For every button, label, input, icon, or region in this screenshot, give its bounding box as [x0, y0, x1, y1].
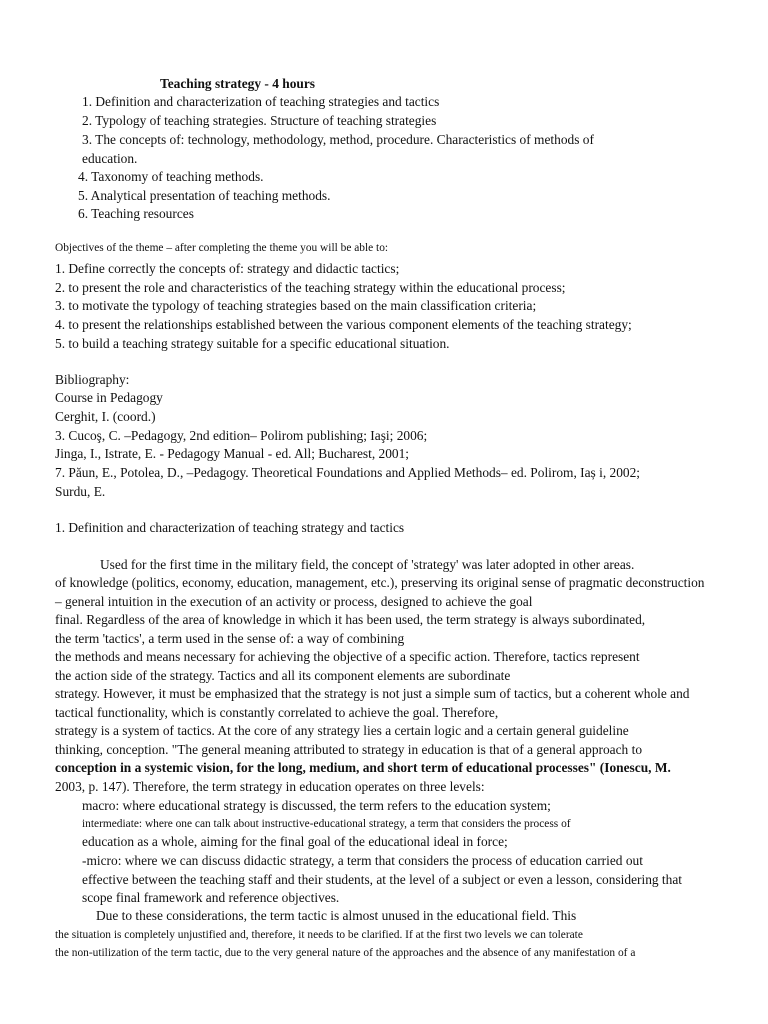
objective-item: 2. to present the role and characteristics of the teaching strategy within the educational process; [55, 280, 566, 295]
section-heading: 1. Definition and characterization of teaching strategy and tactics [55, 520, 405, 535]
bibliography-item: Surdu, E. [55, 484, 106, 499]
document-title: Teaching strategy - 4 hours [160, 76, 315, 91]
body-line-level: -micro: where we can discuss didactic strategy, a term that considers the process of education carried out [82, 853, 643, 868]
bibliography-item: Jinga, I., Istrate, E. - Pedagogy Manual - ed. All; Bucharest, 2001; [55, 446, 410, 461]
body-line: Due to these considerations, the term tactic is almost unused in the educational field. This [96, 908, 577, 923]
body-line: thinking, conception. "The general meaning attributed to strategy in education is that of a general approach to [55, 742, 643, 757]
body-line: the situation is completely unjustified and, therefore, it needs to be clarified. If at the first two levels we can tolerate [55, 929, 583, 941]
body-line: final. Regardless of the area of knowledge in which it has been used, the term strategy is always subordinated, [55, 612, 646, 627]
body-line: the action side of the strategy. Tactics and all its component elements are subordinate [55, 668, 511, 683]
body-line: of knowledge (politics, economy, education, management, etc.), preserving its original sense of pragmatic deconstruction [55, 575, 705, 590]
topic-item: 4. Taxonomy of teaching methods. [78, 169, 264, 184]
body-line: strategy is a system of tactics. At the core of any strategy lies a certain logic and a certain general guideline [55, 723, 629, 738]
bibliography-item: Course in Pedagogy [55, 390, 163, 405]
body-line: the methods and means necessary for achieving the objective of a specific action. Therefore, tactics represent [55, 649, 640, 664]
topic-item-continuation: education. [82, 151, 138, 166]
topic-item: 1. Definition and characterization of teaching strategies and tactics [82, 94, 440, 109]
body-line: the term 'tactics', a term used in the sense of: a way of combining [55, 631, 405, 646]
topic-item: 5. Analytical presentation of teaching methods. [78, 188, 331, 203]
objectives-intro: Objectives of the theme – after completing the theme you will be able to: [55, 242, 389, 254]
body-line: tactical functionality, which is constantly correlated to achieve the goal. Therefore, [55, 705, 499, 720]
bibliography-item: 7. Păun, E., Potolea, D., –Pedagogy. Theoretical Foundations and Applied Methods– ed. Polirom, Iaș i, 2002; [55, 465, 641, 480]
body-line: the non-utilization of the term tactic, due to the very general nature of the approaches and the absence of any manifestation of a [55, 947, 636, 959]
objective-item: 5. to build a teaching strategy suitable for a specific educational situation. [55, 336, 450, 351]
body-line-level: macro: where educational strategy is discussed, the term refers to the education system; [82, 798, 551, 813]
bibliography-item: Cerghit, I. (coord.) [55, 409, 156, 424]
topic-item: 2. Typology of teaching strategies. Structure of teaching strategies [82, 113, 437, 128]
objective-item: 4. to present the relationships established between the various component elements of the teaching strategy; [55, 317, 632, 332]
body-line: strategy. However, it must be emphasized that the strategy is not just a simple sum of tactics, but a coherent whole and [55, 686, 690, 701]
topic-item: 3. The concepts of: technology, methodology, method, procedure. Characteristics of methods of [82, 132, 594, 147]
bibliography-heading: Bibliography: [55, 372, 130, 387]
body-line: Used for the first time in the military field, the concept of 'strategy' was later adopted in other areas. [100, 557, 635, 572]
body-line: – general intuition in the execution of an activity or process, designed to achieve the goal [55, 594, 533, 609]
topic-item: 6. Teaching resources [78, 206, 194, 221]
body-line-level: intermediate: where one can talk about instructive-educational strategy, a term that considers the process of [82, 818, 571, 830]
objective-item: 3. to motivate the typology of teaching strategies based on the main classification criteria; [55, 298, 537, 313]
bibliography-item: 3. Cucoş, C. –Pedagogy, 2nd edition– Polirom publishing; Iaşi; 2006; [55, 428, 428, 443]
body-line-bold: conception in a systemic vision, for the long, medium, and short term of educational processes" (Ionescu, M. [55, 760, 671, 775]
body-line: 2003, p. 147). Therefore, the term strategy in education operates on three levels: [55, 779, 485, 794]
body-line-level: education as a whole, aiming for the final goal of the educational ideal in force; [82, 834, 508, 849]
objective-item: 1. Define correctly the concepts of: strategy and didactic tactics; [55, 261, 400, 276]
body-line-level: scope final framework and reference objectives. [82, 890, 340, 905]
body-line-level: effective between the teaching staff and their students, at the level of a subject or even a lesson, considering that [82, 872, 683, 887]
